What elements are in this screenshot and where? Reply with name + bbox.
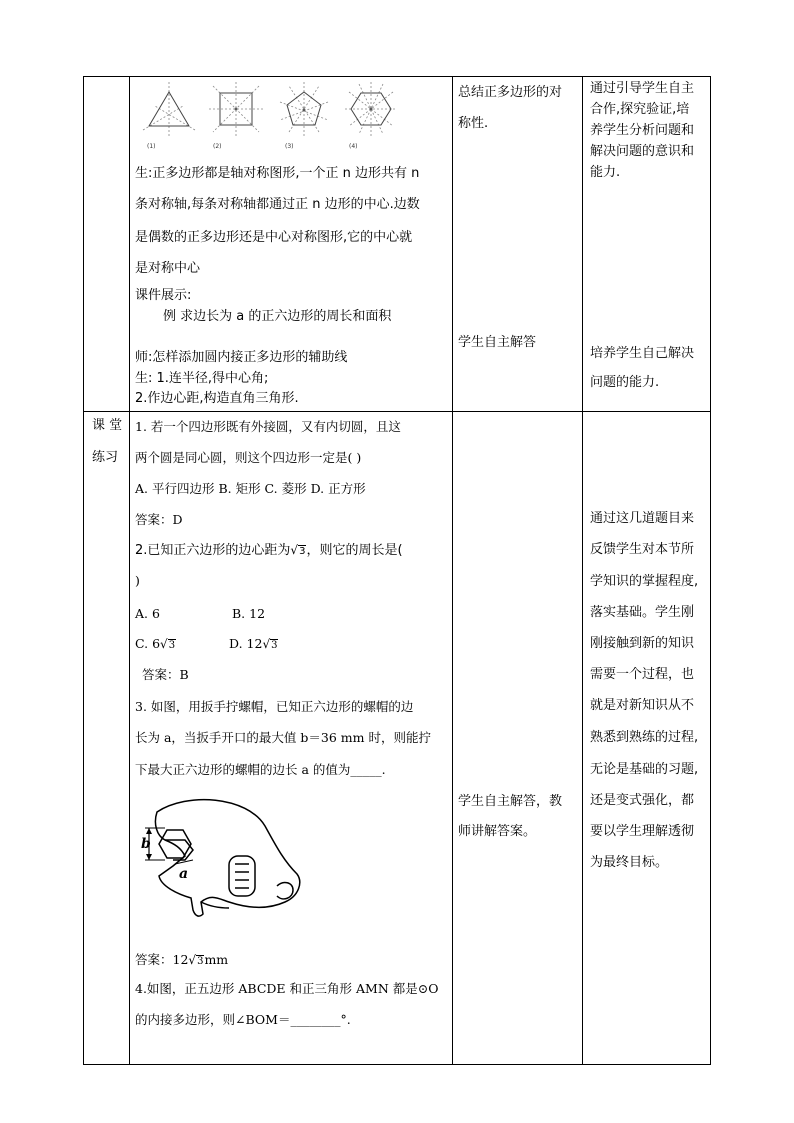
design-intent: 反馈学生对本节所 <box>590 542 695 557</box>
question-2-option-d: D. 12√3 <box>229 636 278 654</box>
student-activity: 学生自主解答 <box>458 335 537 350</box>
pentagon-figure <box>280 82 328 136</box>
design-intent: 能力. <box>590 165 621 180</box>
triangle-figure <box>143 82 195 136</box>
question-3: 3. 如图，用扳手拧螺帽，已知正六边形的螺帽的边 <box>135 699 414 714</box>
design-intent: 落实基础。学生刚 <box>590 605 695 620</box>
figure-caption-3: (3) <box>285 143 294 150</box>
design-intent: 通过这几道题目来 <box>590 511 695 526</box>
question-4: 的内接多边形，则∠BOM＝________°. <box>135 1012 351 1027</box>
content-line: 是偶数的正多边形还是中心对称图形,它的中心就 <box>135 230 413 245</box>
design-intent: 养学生分析问题和 <box>590 123 695 138</box>
content-line: 2.作边心距,构造直角三角形. <box>135 391 299 406</box>
content-line: 师:怎样添加圆内接正多边形的辅助线 <box>135 350 348 365</box>
design-intent: 需要一个过程，也 <box>590 667 695 682</box>
table-bottom-border <box>83 1064 711 1065</box>
figure-caption-1: (1) <box>147 143 156 150</box>
example-line: 例 求边长为 a 的正六边形的周长和面积 <box>163 309 392 324</box>
design-intent: 问题的能力. <box>590 375 660 390</box>
square-figure <box>209 82 263 136</box>
design-intent: 解决问题的意识和 <box>590 144 695 159</box>
sqrt-symbol: √3 <box>188 953 204 967</box>
design-intent: 为最终目标。 <box>590 855 669 870</box>
design-intent: 刚接触到新的知识 <box>590 636 695 651</box>
question-2-option-c: C. 6√3 <box>135 636 176 654</box>
content-line: 是对称中心 <box>135 261 201 276</box>
col-border-1 <box>129 76 130 1065</box>
question-2-option-b: B. 12 <box>232 606 266 621</box>
polygon-symmetry-figure <box>137 80 419 152</box>
hexagon-figure <box>345 82 397 136</box>
content-line: 课件展示: <box>135 288 192 303</box>
student-activity: 称性. <box>458 116 489 131</box>
section-label: 练习 <box>92 450 119 465</box>
row-divider <box>83 411 711 412</box>
question-4: 4.如图，正五边形 ABCDE 和正三角形 AMN 都是⊙O <box>135 981 439 996</box>
content-line: 生: 1.连半径,得中心角; <box>135 371 269 386</box>
question-3: 长为 a，当扳手开口的最大值 b＝36 mm 时，则能拧 <box>135 730 431 745</box>
question-3-answer: 答案：12√3mm <box>135 952 228 970</box>
design-intent: 还是变式强化，都 <box>590 793 695 808</box>
design-intent: 无论是基础的习题, <box>590 762 699 777</box>
question-2: ) <box>135 573 140 588</box>
wrench-label-b: b <box>141 836 151 852</box>
question-3: 下最大正六边形的螺帽的边长 a 的值为_____. <box>135 762 386 777</box>
wrench-figure <box>137 790 307 920</box>
question-1-options: A. 平行四边形 B. 矩形 C. 菱形 D. 正方形 <box>135 481 366 496</box>
student-activity: 总结正多边形的对 <box>458 85 563 100</box>
sqrt-symbol: √3 <box>262 637 278 651</box>
design-intent: 就是对新知识从不 <box>590 698 695 713</box>
col-border-3 <box>582 76 583 1065</box>
wrench-label-a: a <box>179 866 189 882</box>
figure-caption-4: (4) <box>349 143 358 150</box>
design-intent: 通过引导学生自主 <box>590 81 695 96</box>
col-border-left <box>83 76 84 1065</box>
sqrt-symbol: √3 <box>160 637 176 651</box>
question-2-answer: 答案：B <box>142 667 189 682</box>
content-line: 生:正多边形都是轴对称图形,一个正 n 边形共有 n <box>135 166 420 181</box>
design-intent: 培养学生自己解决 <box>590 346 695 361</box>
design-intent: 合作,探究验证,培 <box>590 102 690 117</box>
question-2: 2.已知正六边形的边心距为√3，则它的周长是( <box>135 543 403 558</box>
col-border-2 <box>452 76 453 1065</box>
sqrt-symbol: √3 <box>290 543 306 557</box>
question-1: 两个圆是同心圆，则这个四边形一定是( ) <box>135 450 362 465</box>
student-activity: 师讲解答案。 <box>458 824 537 839</box>
question-1: 1. 若一个四边形既有外接圆，又有内切圆，且这 <box>135 419 401 434</box>
figure-caption-2: (2) <box>213 143 222 150</box>
design-intent: 学知识的掌握程度, <box>590 574 699 589</box>
design-intent: 熟悉到熟练的过程, <box>590 730 699 745</box>
question-2-option-a: A. 6 <box>135 606 160 621</box>
col-border-right <box>710 76 711 1065</box>
table-top-border <box>83 76 711 77</box>
design-intent: 要以学生理解透彻 <box>590 824 695 839</box>
student-activity: 学生自主解答，教 <box>458 794 563 809</box>
section-label: 课 堂 <box>92 418 123 433</box>
question-1-answer: 答案：D <box>135 512 183 527</box>
content-line: 条对称轴,每条对称轴都通过正 n 边形的中心.边数 <box>135 197 420 212</box>
